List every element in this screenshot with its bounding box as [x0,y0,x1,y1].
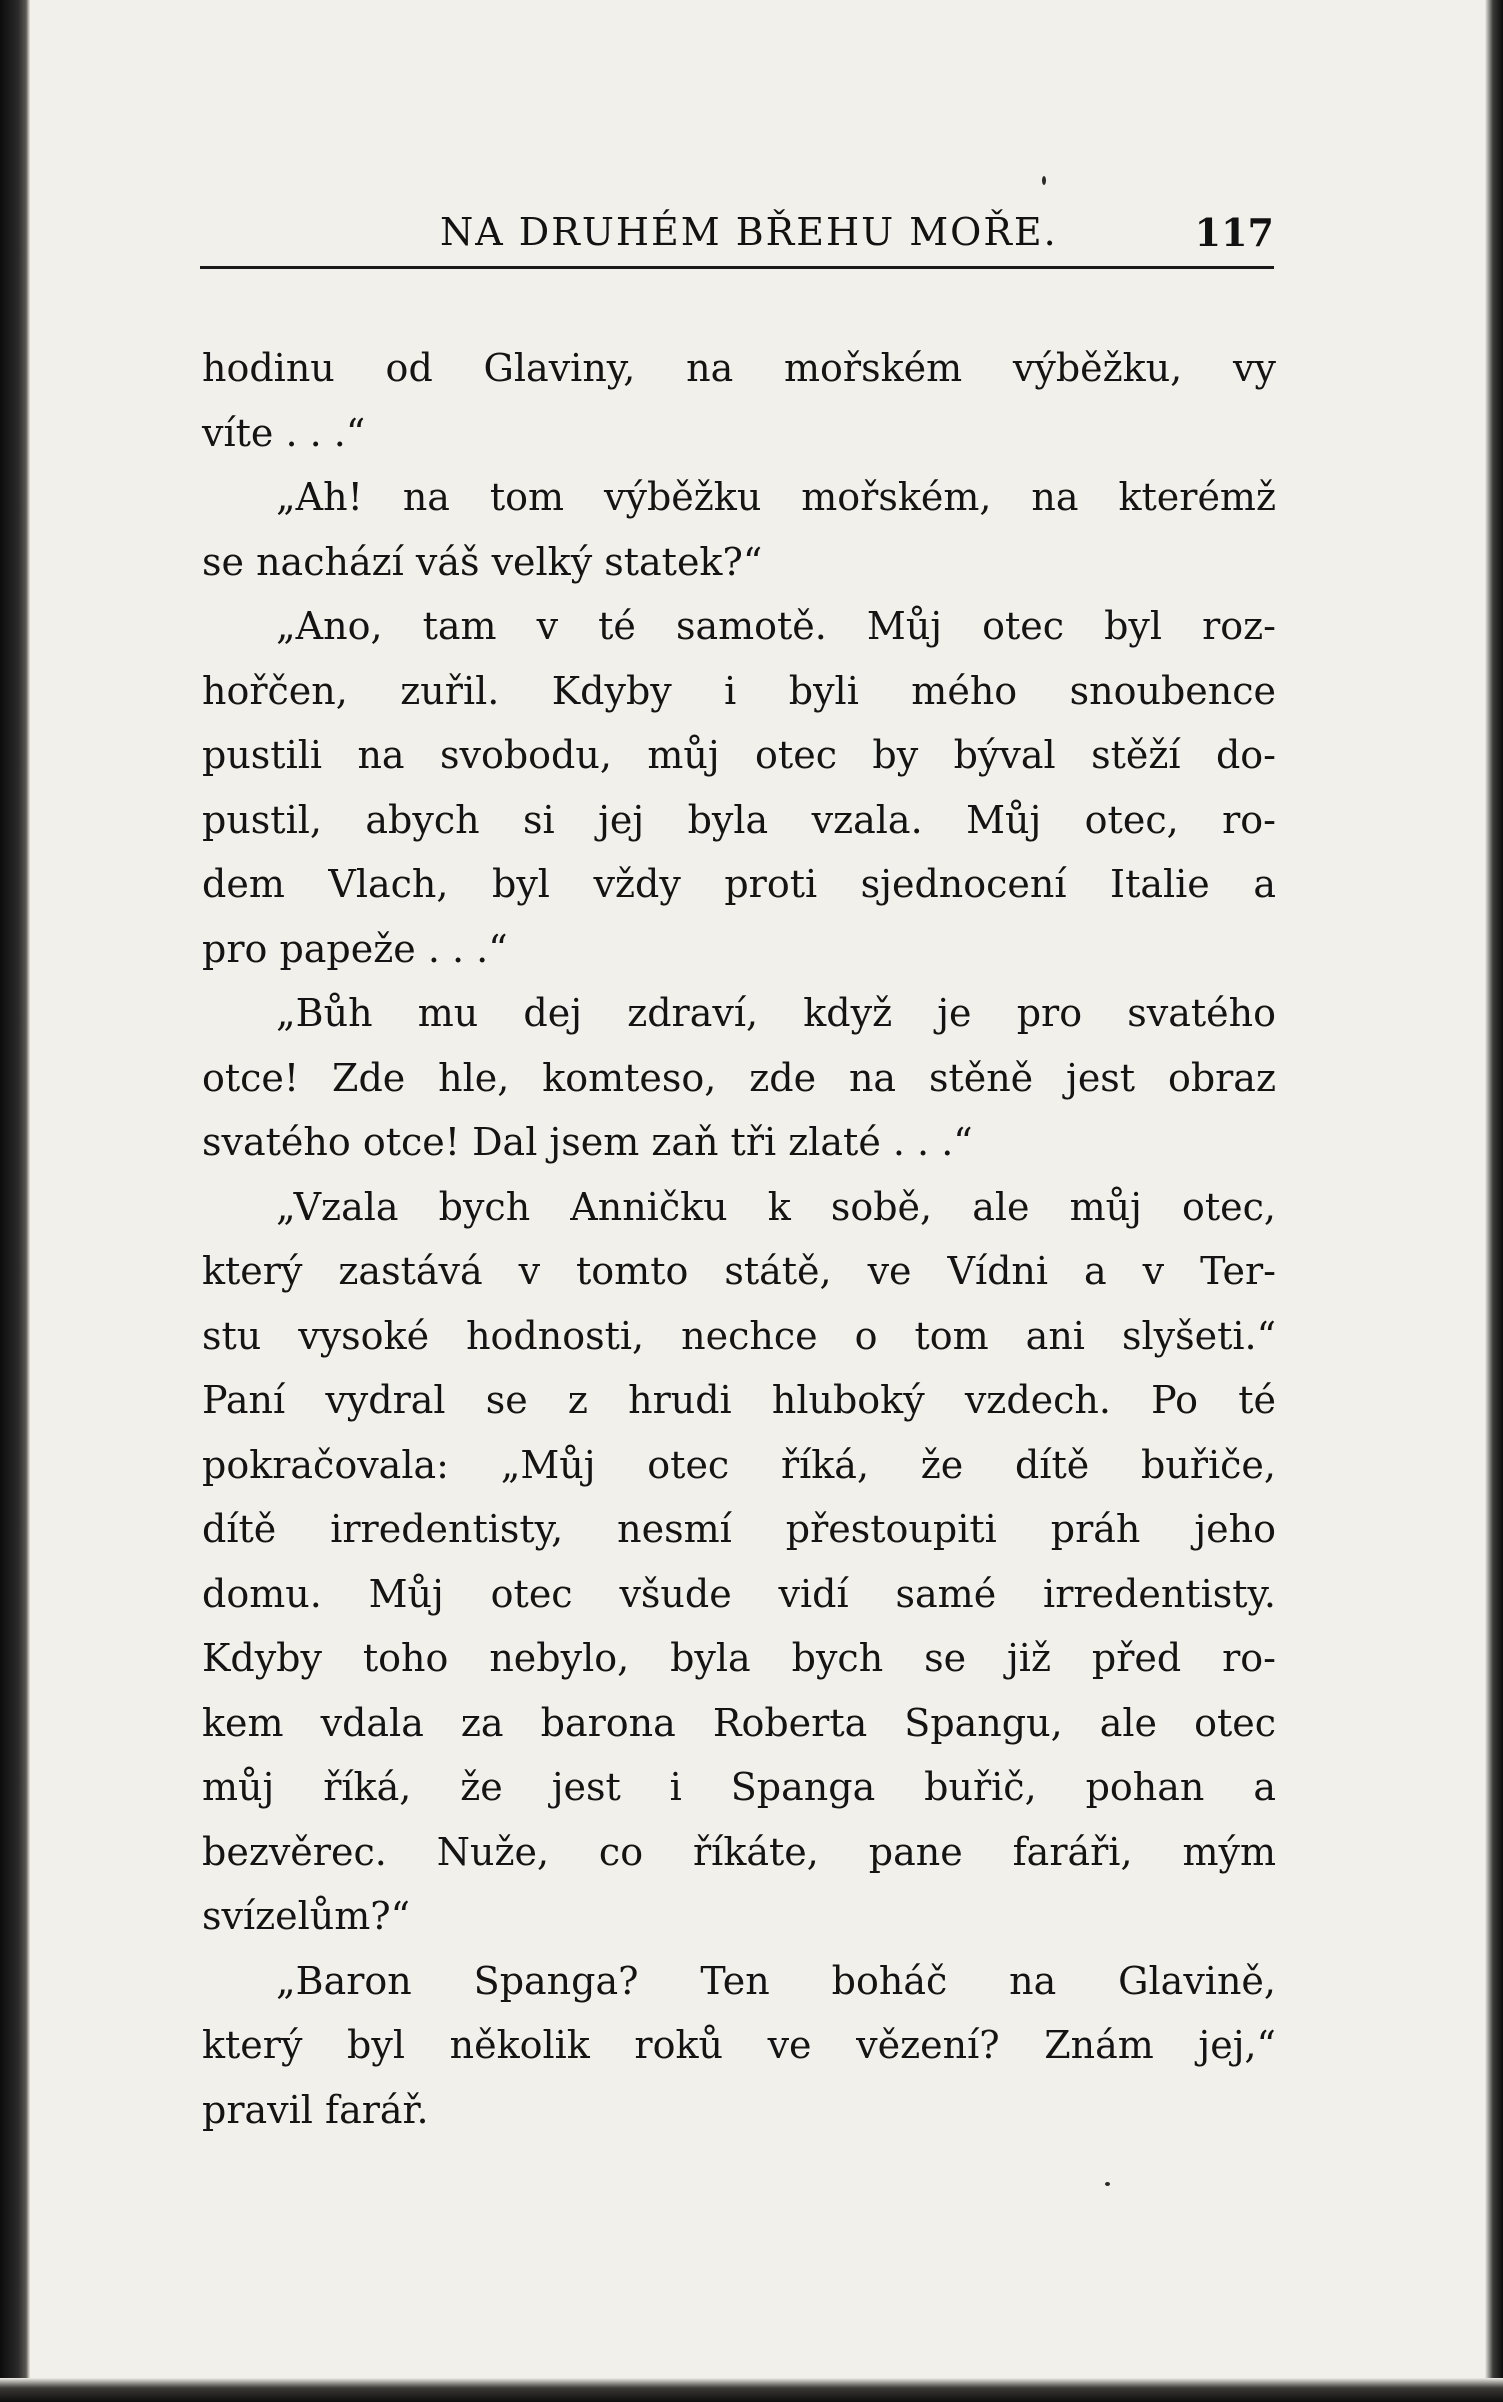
text-line: svízelům?“ [202,1894,411,1938]
text-line: dem Vlach, byl vždy proti sjednocení Italie a [202,862,1276,906]
text-line: pravil farář. [202,2087,429,2132]
text-line: „Vzala bych Anničku k sobě, ale můj otec, [276,1184,1276,1229]
text-line: pokračovala: „Můj otec říká, že dítě buřiče, [202,1442,1276,1487]
text-line: pustili na svobodu, můj otec by býval stěží do- [202,733,1276,777]
text-line: domu. Můj otec všude vidí samé irredentisty. [202,1571,1276,1616]
text-line: který zastává v tomto státě, ve Vídni a v Ter- [202,1249,1276,1293]
text-line: Kdyby toho nebylo, byla bych se již před ro- [202,1636,1276,1680]
text-line: který byl několik roků ve vězení? Znám jej,“ [202,2023,1276,2067]
text-line: otce! Zde hle, komteso, zde na stěně jest obraz [202,1055,1276,1100]
book-page [30,0,1485,2378]
text-line: hodinu od Glaviny, na mořském výběžku, vy [202,346,1276,390]
text-line: „Bůh mu dej zdraví, když je pro svatého [276,991,1276,1035]
text-line: dítě irredentisty, nesmí přestoupiti práh jeho [202,1507,1276,1551]
text-line: se nachází váš velký statek?“ [202,539,763,584]
paper-speck [1042,176,1046,185]
page-bottom-edge [0,2378,1503,2402]
text-line: „Ah! na tom výběžku mořském, na kterémž [276,475,1276,519]
page-right-edge [1485,0,1503,2402]
page-left-edge [0,0,30,2402]
text-line: Paní vydral se z hrudi hluboký vzdech. Po té [202,1378,1276,1422]
text-line: stu vysoké hodnosti, nechce o tom ani slyšeti.“ [202,1313,1276,1358]
text-line: můj říká, že jest i Spanga buřič, pohan a [202,1765,1276,1809]
running-title: NA DRUHÉM BŘEHU MOŘE. [440,210,1058,254]
text-line: bezvěrec. Nuže, co říkáte, pane faráři, mým [202,1829,1276,1874]
text-line: pustil, abych si jej byla vzala. Můj otec, ro- [202,797,1276,842]
text-line: svatého otce! Dal jsem zaň tři zlaté . . .“ [202,1120,973,1164]
running-head [200,206,1274,269]
page-number: 117 [1194,210,1274,255]
text-line: víte . . .“ [202,410,366,455]
body-text [202,336,1276,2142]
paper-speck [1105,2182,1110,2186]
text-line: kem vdala za barona Roberta Spangu, ale otec [202,1700,1276,1745]
text-line: hořčen, zuřil. Kdyby i byli mého snoubence [202,668,1276,713]
text-line: „Ano, tam v té samotě. Můj otec byl roz- [276,604,1276,648]
text-line: „Baron Spanga? Ten boháč na Glavině, [276,1958,1276,2003]
text-line: pro papeže . . .“ [202,926,508,971]
